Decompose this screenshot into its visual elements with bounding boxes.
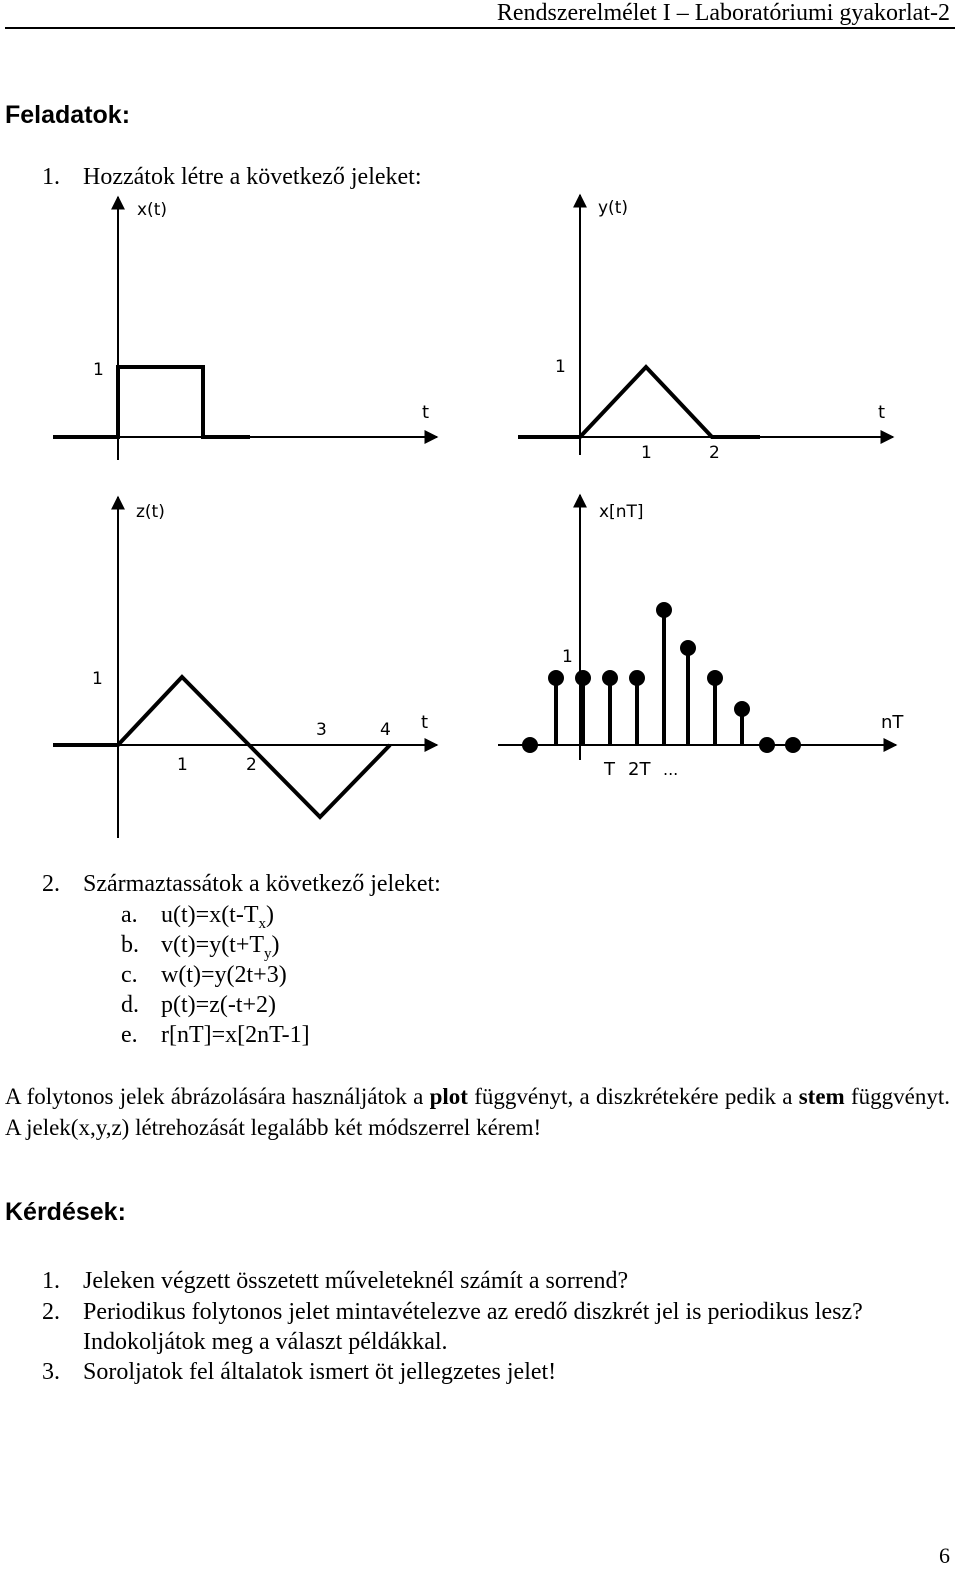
questions-title: Kérdések: (5, 1198, 126, 1226)
item-letter: d. (121, 992, 139, 1018)
y-xtick: 2 (709, 443, 720, 463)
instructions-text: függvényt, a diszkrétekére pedik a (467, 1084, 799, 1109)
stem-dot (734, 701, 750, 717)
stem-dot (522, 737, 538, 753)
rect-pulse-curve (53, 367, 250, 437)
signal-xn-plot (498, 495, 904, 780)
xn-xlabel: nT (881, 712, 904, 733)
question-number: 2. (42, 1299, 60, 1325)
item-formula: p(t)=z(-t+2) (161, 992, 277, 1018)
derived-item-b (121, 932, 280, 962)
task-2-text: Származtassátok a következő jeleket: (83, 871, 441, 897)
stem-dot (759, 737, 775, 753)
item-formula-end: ) (271, 932, 280, 958)
item-formula-end: ) (266, 902, 274, 928)
triangle-curve (518, 367, 760, 437)
task-1-number: 1. (42, 164, 60, 190)
x-ytick: 1 (93, 360, 104, 380)
y-xtick: 1 (641, 443, 652, 463)
z-xtick: 1 (177, 755, 188, 775)
stem-keyword: stem (798, 1084, 845, 1109)
signal-y-plot (518, 195, 893, 463)
y-xlabel: t (878, 402, 886, 423)
z-xtick: 4 (380, 720, 391, 740)
derived-item-e (121, 1022, 310, 1049)
item-subscript: x (258, 915, 266, 932)
stem-dot (575, 670, 591, 686)
instructions-text: függvényt. A jelek(x,y,z) létrehozását legalább két módszerrel kérem! (5, 1084, 950, 1140)
signal-z-plot (53, 497, 437, 838)
xn-ylabel: x[nT] (599, 502, 644, 522)
question-text: Jeleken végzett összetett műveleteknél számít a sorrend? (83, 1268, 629, 1294)
xn-ytick: 1 (562, 647, 573, 667)
item-formula: r[nT]=x[2nT-1] (161, 1022, 310, 1048)
stem-samples (522, 602, 801, 753)
question-3 (42, 1359, 557, 1386)
question-2 (42, 1299, 863, 1326)
item-letter: c. (121, 962, 138, 988)
question-number: 3. (42, 1359, 60, 1385)
item-letter: e. (121, 1022, 138, 1048)
z-ylabel: z(t) (136, 502, 165, 522)
instructions-paragraph (5, 1081, 950, 1143)
item-formula: u(t)=x(t-T (161, 902, 259, 928)
x-ylabel: x(t) (137, 200, 167, 220)
item-letter: a. (121, 902, 138, 928)
item-formula: w(t)=y(2t+3) (161, 962, 287, 988)
stem-dot (629, 670, 645, 686)
z-xtick: 2 (246, 755, 257, 775)
page-number: 6 (939, 1543, 950, 1568)
instructions-text: A folytonos jelek ábrázolására használjátok a (5, 1084, 430, 1109)
question-text: Periodikus folytonos jelet mintavételezve az eredő diszkrét jel is periodikus lesz? (83, 1299, 863, 1325)
signal-x-plot (53, 197, 437, 460)
z-xtick: 3 (316, 720, 327, 740)
derived-item-c (121, 962, 287, 989)
stem-dot (707, 670, 723, 686)
xn-xtick: ... (663, 760, 679, 779)
item-subscript: y (264, 945, 272, 962)
stem-dot (785, 737, 801, 753)
stem-dot (656, 602, 672, 618)
stem-dot (548, 670, 564, 686)
item-formula: v(t)=y(t+T (161, 932, 265, 958)
derived-item-d (121, 992, 277, 1019)
y-ylabel: y(t) (598, 198, 628, 218)
x-xlabel: t (422, 402, 430, 423)
task-2-number: 2. (42, 871, 60, 897)
item-letter: b. (121, 932, 139, 958)
xn-xtick: T (604, 759, 615, 780)
stem-dot (680, 640, 696, 656)
question-1 (42, 1268, 629, 1295)
z-ytick: 1 (92, 669, 103, 689)
question-text: Indokoljátok meg a választ példákkal. (83, 1329, 448, 1355)
plot-keyword: plot (429, 1084, 468, 1109)
derived-item-a (121, 902, 274, 932)
xn-xtick: 2T (628, 759, 651, 780)
zigzag-curve (53, 677, 390, 817)
task-1-text: Hozzátok létre a következő jeleket: (83, 164, 422, 190)
page-header: Rendszerelmélet I – Laboratóriumi gyakorlat-2 (496, 0, 950, 26)
stem-dot (602, 670, 618, 686)
task-2 (42, 871, 441, 898)
z-xlabel: t (421, 712, 429, 733)
tasks-title: Feladatok: (5, 101, 131, 129)
question-number: 1. (42, 1268, 60, 1294)
y-ytick: 1 (555, 357, 566, 377)
question-text: Soroljatok fel általatok ismert öt jellegzetes jelet! (83, 1359, 557, 1385)
